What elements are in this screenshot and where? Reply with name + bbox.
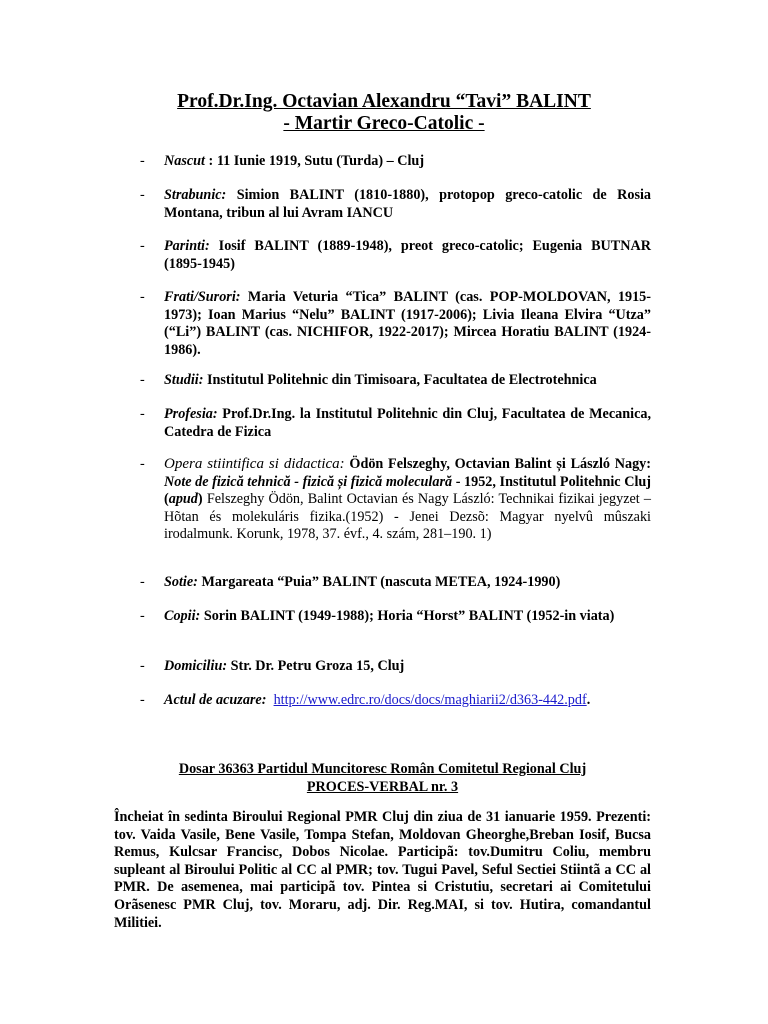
item-label: Sotie: xyxy=(164,574,198,590)
item-label: Opera stiintifica si didactica: xyxy=(164,456,345,472)
item-value: 11 Iunie 1919, Sutu (Turda) – Cluj xyxy=(216,153,425,169)
item-value: Sorin BALINT (1949-1988); Horia “Horst” BALINT (1952-in viata) xyxy=(203,608,615,624)
list-item-strabunic xyxy=(114,187,651,222)
bullet-dash: - xyxy=(140,692,145,708)
bullet-dash: - xyxy=(140,658,145,674)
bullet-dash: - xyxy=(140,153,145,169)
bullet-dash: - xyxy=(140,187,145,203)
item-label: Nascut xyxy=(164,153,205,169)
list-item-opera: - Opera stiintifica si didactica: Ödön Felszeghy, Octavian Balint și László Nagy: Note de fizică tehnică - fizică și fizică moleculară - 1952, Institutul Politehnic Cluj (apud) Felszeghy Ödön, Balint Octavian és Nagy László: Technikai fizikai jegyzet – Hõtan és molekuláris fizika.(1952) - Jenei Dezsõ: Magyar nyelvû mûszaki irodalmunk. Korunk, 1978, 37. évf., 4. szám, 281–190. 1) xyxy=(140,456,652,543)
item-value: Str. Dr. Petru Groza 15, Cluj xyxy=(230,658,405,674)
bullet-dash: - xyxy=(140,456,145,472)
opera-reference: Felszeghy Ödön, Balint Octavian és Nagy László: Technikai fizikai jegyzet – Hõtan és molekuláris fizika.(1952) - Jenei Dezsõ: Magyar nyelvû mûszaki irodalmunk. Korunk, 1978, 37. évf., 4. szám, 281–190. 1) xyxy=(164,491,652,543)
opera-apud: apud xyxy=(168,491,198,508)
item-label: Domiciliu: xyxy=(164,658,228,674)
proces-verbal-paragraph: Încheiat în sedinta Biroului Regional PMR Cluj din ziua de 31 ianuarie 1959. Prezenti: tov. Vaida Vasile, Bene Vasile, Tompa Stefan, Moldovan Gheorghe,Breban Iosif, Bucsa Remus, Kulcsar Francisc, Dobos Nicolae. Participã: tov.Dumitru Coliu, membru supleant al Biroului Politic al CC al PMR; tov. Tugui Pavel, Seful Sectiei Stiintã a CC al PMR. De asemenea, mai participã tov. Pintea si Cristutiu, secretari ai Comitetului Orãsenesc PMR Cluj, tov. Moraru, adj. Dir. Reg.MAI, si tov. Hutira, comandantul Militiei. xyxy=(114,809,651,931)
list-item-studii xyxy=(114,372,651,390)
bullet-dash: - xyxy=(140,372,145,388)
list-item-profesia xyxy=(114,406,651,441)
item-label: Copii: xyxy=(164,608,201,624)
item-value: Iosif BALINT (1889-1948), preot greco-catolic; Eugenia BUTNAR (1895-1945) xyxy=(164,238,651,272)
list-item-acuzare: - Actul de acuzare: http://www.edrc.ro/docs/docs/maghiarii2/d363-442.pdf. xyxy=(140,692,591,708)
bullet-dash: - xyxy=(140,406,145,422)
bullet-dash: - xyxy=(140,238,145,254)
item-label: Studii: xyxy=(164,372,204,388)
list-item-sotie xyxy=(114,574,651,592)
list-item-nascut: - Nascut : 11 Iunie 1919, Sutu (Turda) – Cluj xyxy=(140,153,425,169)
acuzare-link[interactable]: http://www.edrc.ro/docs/docs/maghiarii2/d363-442.pdf xyxy=(273,692,587,708)
item-label: Profesia: xyxy=(164,406,218,422)
bullet-dash: - xyxy=(140,608,145,624)
dosar-heading: Dosar 36363 Partidul Muncitoresc Român Comitetul Regional Cluj xyxy=(178,761,587,777)
bullet-dash: - xyxy=(140,574,145,590)
item-label: Strabunic: xyxy=(164,187,227,203)
item-label: Parinti: xyxy=(164,238,210,254)
item-value: Simion BALINT (1810-1880), protopop greco-catolic de Rosia Montana, tribun al lui Avram IANCU xyxy=(164,187,652,221)
list-item-parinti xyxy=(114,238,651,273)
item-value: Prof.Dr.Ing. la Institutul Politehnic din Cluj, Facultatea de Mecanica, Catedra de Fizica xyxy=(164,406,652,440)
opera-authors: Ödön Felszeghy, Octavian Balint și László Nagy: xyxy=(349,456,651,472)
item-label: Actul de acuzare: xyxy=(164,692,267,708)
page-subtitle: - Martir Greco-Catolic - xyxy=(283,113,485,134)
bullet-dash: - xyxy=(140,289,145,305)
opera-book-title: Note de fizică tehnică - fizică și fizică moleculară xyxy=(164,473,453,490)
page-title: Prof.Dr.Ing. Octavian Alexandru “Tavi” BALINT xyxy=(177,91,591,112)
item-label: Frati/Surori: xyxy=(164,289,241,305)
item-value: Margareata “Puia” BALINT (nascuta METEA, 1924-1990) xyxy=(201,574,561,590)
list-item-frati-surori xyxy=(114,289,651,359)
list-item-copii xyxy=(114,608,651,626)
list-item-domiciliu xyxy=(114,658,651,676)
item-value: Maria Veturia “Tica” BALINT (cas. POP-MOLDOVAN, 1915-1973); Ioan Marius “Nelu” BALINT (1917-2006); Livia Ileana Elvira “Utza” (“Li”) BALINT (cas. NICHIFOR, 1922-2017); Mircea Horatiu BALINT (1924-1986). xyxy=(164,289,652,358)
item-value: Institutul Politehnic din Timisoara, Facultatea de Electrotehnica xyxy=(206,372,597,388)
opera-book-rest: - 1952, Institutul Politehnic Cluj ( xyxy=(164,473,652,508)
proces-verbal-heading: PROCES-VERBAL nr. 3 xyxy=(306,779,459,795)
